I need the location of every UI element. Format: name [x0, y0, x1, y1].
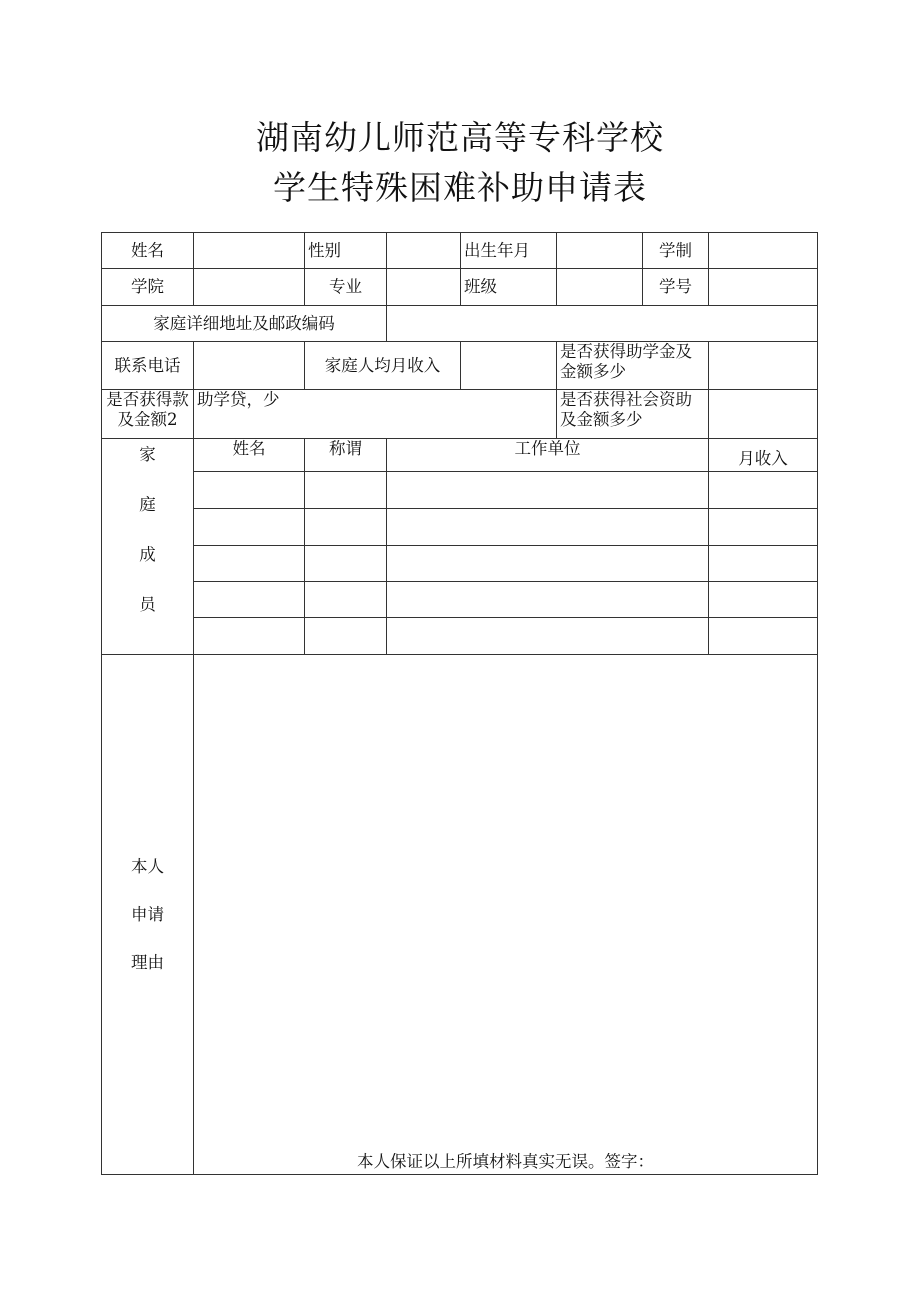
family-name-cell[interactable] — [194, 546, 305, 582]
student-id-field[interactable] — [709, 269, 818, 306]
scholarship-label: 是否获得助学金及金额多少 — [557, 342, 709, 390]
family-relation-cell[interactable] — [305, 582, 387, 618]
family-header-workplace: 工作单位 — [387, 439, 709, 472]
loan-field[interactable]: 助学贷，少 — [194, 390, 557, 439]
form-title-school: 湖南幼儿师范高等专科学校 — [256, 118, 664, 157]
schooling-field[interactable] — [709, 233, 818, 269]
class-label: 班级 — [461, 269, 557, 306]
phone-label: 联系电话 — [102, 342, 194, 390]
student-id-label: 学号 — [643, 269, 709, 306]
schooling-label: 学制 — [643, 233, 709, 269]
table-row — [102, 472, 818, 509]
college-field[interactable] — [194, 269, 305, 306]
family-income-label: 家庭人均月收入 — [305, 342, 461, 390]
major-label: 专业 — [305, 269, 387, 306]
major-field[interactable] — [387, 269, 461, 306]
table-row — [102, 509, 818, 546]
table-row — [102, 582, 818, 618]
name-field[interactable] — [194, 233, 305, 269]
college-label: 学院 — [102, 269, 194, 306]
family-workplace-cell[interactable] — [387, 582, 709, 618]
family-workplace-cell[interactable] — [387, 472, 709, 509]
phone-field[interactable] — [194, 342, 305, 390]
family-income-cell[interactable] — [709, 509, 818, 546]
social-aid-field[interactable] — [709, 390, 818, 439]
gender-field[interactable] — [387, 233, 461, 269]
family-income-cell[interactable] — [709, 546, 818, 582]
table-row — [102, 546, 818, 582]
family-header-income: 月收入 — [709, 439, 818, 472]
scholarship-field[interactable] — [709, 342, 818, 390]
family-workplace-cell[interactable] — [387, 546, 709, 582]
family-relation-cell[interactable] — [305, 509, 387, 546]
family-name-cell[interactable] — [194, 582, 305, 618]
name-label: 姓名 — [102, 233, 194, 269]
family-name-cell[interactable] — [194, 509, 305, 546]
gender-label: 性别 — [305, 233, 387, 269]
reason-label: 本人 申请 理由 — [102, 655, 194, 1175]
family-members-label: 家 庭 成 员 — [102, 439, 194, 655]
loan-label: 是否获得款及金额2 — [102, 390, 194, 439]
family-income-cell[interactable] — [709, 582, 818, 618]
family-name-cell[interactable] — [194, 618, 305, 655]
family-name-cell[interactable] — [194, 472, 305, 509]
reason-field[interactable] — [194, 655, 818, 1175]
family-header-relation: 称谓 — [305, 439, 387, 472]
address-field[interactable] — [387, 306, 818, 342]
family-relation-cell[interactable] — [305, 546, 387, 582]
family-income-cell[interactable] — [709, 472, 818, 509]
family-workplace-cell[interactable] — [387, 509, 709, 546]
family-relation-cell[interactable] — [305, 472, 387, 509]
family-relation-cell[interactable] — [305, 618, 387, 655]
form-title-name: 学生特殊困难补助申请表 — [273, 168, 647, 207]
address-label: 家庭详细地址及邮政编码 — [102, 306, 387, 342]
family-income-cell[interactable] — [709, 618, 818, 655]
birth-label: 出生年月 — [461, 233, 557, 269]
family-workplace-cell[interactable] — [387, 618, 709, 655]
table-row — [102, 618, 818, 655]
social-aid-label: 是否获得社会资助及金额多少 — [557, 390, 709, 439]
signature-statement: 本人保证以上所填材料真实无误。签字： — [357, 1152, 654, 1171]
family-income-field[interactable] — [461, 342, 557, 390]
class-field[interactable] — [557, 269, 643, 306]
family-header-name: 姓名 — [194, 439, 305, 472]
application-form-table — [101, 232, 818, 1175]
birth-field[interactable] — [557, 233, 643, 269]
